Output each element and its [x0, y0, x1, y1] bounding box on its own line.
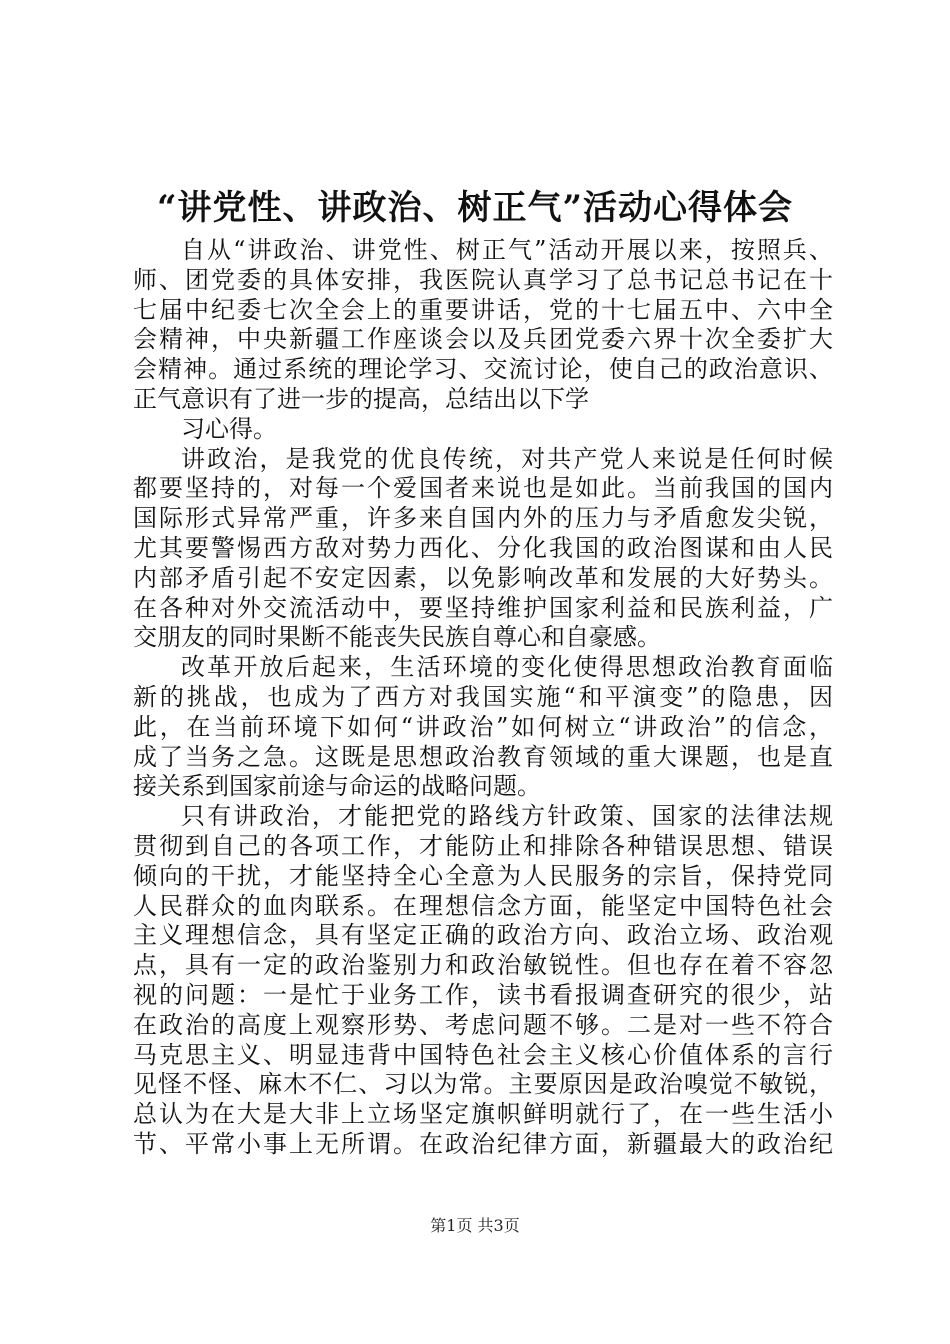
- text-line: 会精神。通过系统的理论学习、交流讨论，使自己的政治意识、: [133, 355, 833, 384]
- text-line: 此，在当前环境下如何“讲政治”如何树立“讲政治”的信念，: [133, 712, 833, 741]
- text-line: 接关系到国家前途与命运的战略问题。: [133, 772, 541, 801]
- text-line: 自从“讲政治、讲党性、树正气”活动开展以来，按照兵、: [181, 236, 833, 264]
- text-line: 讲政治，是我党的优良传统，对共产党人来说是任何时候: [181, 444, 833, 473]
- text-line: 国际形式异常严重，许多来自国内外的压力与矛盾愈发尖锐，: [133, 504, 833, 533]
- text-line: 都要坚持的，对每一个爱国者来说也是如此。当前我国的国内: [133, 474, 833, 503]
- text-line: 人民群众的血肉联系。在理想信念方面，能坚定中国特色社会: [133, 891, 833, 920]
- document-body: [133, 236, 833, 1160]
- text-line: 正气意识有了进一步的提高，总结出以下学: [133, 384, 589, 413]
- page-footer: 第1页 共3页: [430, 1216, 520, 1235]
- text-line: 在各种对外交流活动中，要坚持维护国家利益和民族利益，广: [133, 593, 833, 622]
- text-line: 主义理想信念，具有坚定正确的政治方向、政治立场、政治观: [133, 921, 833, 950]
- text-line: 总认为在大是大非上立场坚定旗帜鲜明就行了，在一些生活小: [133, 1100, 833, 1129]
- text-line: 习心得。: [181, 414, 277, 443]
- text-line: 七届中纪委七次全会上的重要讲话，党的十七届五中、六中全: [133, 295, 833, 324]
- text-line: 倾向的干扰，才能坚持全心全意为人民服务的宗旨，保持党同: [133, 861, 833, 890]
- text-line: 尤其要警惕西方敌对势力西化、分化我国的政治图谋和由人民: [133, 533, 833, 562]
- text-line: 在政治的高度上观察形势、考虑问题不够。二是对一些不符合: [133, 1010, 833, 1039]
- text-line: 会精神，中央新疆工作座谈会以及兵团党委六界十次全委扩大: [133, 325, 833, 354]
- text-line: 节、平常小事上无所谓。在政治纪律方面，新疆最大的政治纪: [133, 1129, 833, 1158]
- text-line: 交朋友的同时果断不能丧失民族自尊心和自豪感。: [133, 623, 661, 652]
- text-line: 改革开放后起来，生活环境的变化使得思想政治教育面临: [181, 653, 833, 682]
- text-line: 贯彻到自己的各项工作，才能防止和排除各种错误思想、错误: [133, 831, 833, 860]
- text-line: 师、团党委的具体安排，我医院认真学习了总书记总书记在十: [133, 265, 833, 294]
- document-title: “讲党性、讲政治、树正气”活动心得体会: [156, 188, 794, 228]
- text-line: 点，具有一定的政治鉴别力和政治敏锐性。但也存在着不容忽: [133, 951, 833, 980]
- text-line: 成了当务之急。这既是思想政治教育领域的重大课题，也是直: [133, 742, 833, 771]
- text-line: 新的挑战，也成为了西方对我国实施“和平演变”的隐患，因: [133, 682, 833, 711]
- text-line: 马克思主义、明显违背中国特色社会主义核心价值体系的言行: [133, 1040, 833, 1069]
- text-line: 内部矛盾引起不安定因素，以免影响改革和发展的大好势头。: [133, 563, 833, 592]
- text-line: 见怪不怪、麻木不仁、习以为常。主要原因是政治嗅觉不敏锐，: [133, 1070, 833, 1099]
- text-line: 视的问题：一是忙于业务工作，读书看报调查研究的很少，站: [133, 980, 833, 1009]
- text-line: 只有讲政治，才能把党的路线方针政策、国家的法律法规: [181, 802, 833, 831]
